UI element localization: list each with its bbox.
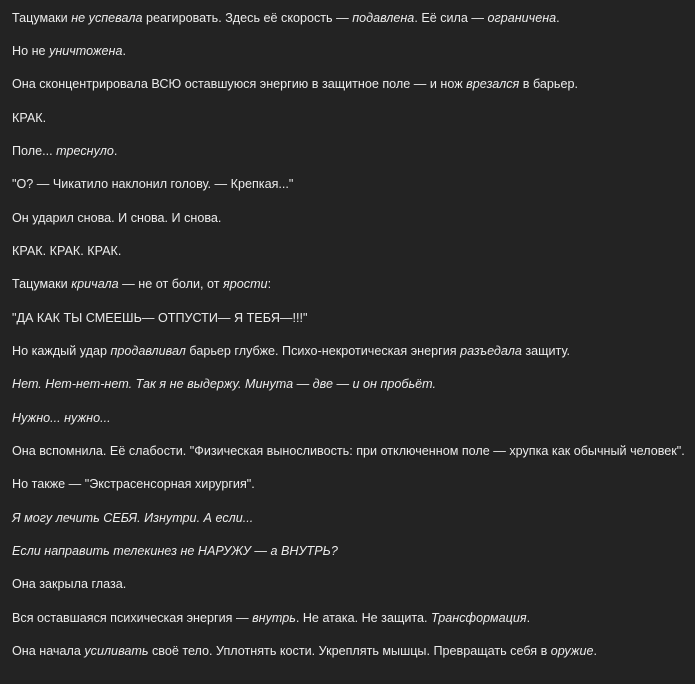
text-segment: Но также — "Экстрасенсорная хирургия". — [12, 477, 255, 491]
emphasis-segment: Нет. Нет-нет-нет. Так я не выдержу. Минута — две — и он пробьёт. — [12, 377, 436, 391]
text-segment: . — [122, 44, 126, 58]
paragraph — [12, 543, 338, 559]
text-segment: . — [113, 144, 118, 158]
text-segment: . — [556, 11, 560, 25]
emphasis-segment: ярости — [223, 277, 268, 291]
paragraph — [12, 176, 293, 192]
paragraph — [12, 643, 597, 659]
text-segment: . — [526, 611, 531, 625]
text-segment: Вся оставшаяся психическая энергия — — [12, 611, 253, 625]
text-segment: Он ударил снова. И снова. И снова. — [12, 211, 222, 225]
emphasis-segment: разъедала — [460, 344, 522, 358]
text-segment: КРАК. — [12, 111, 47, 125]
emphasis-segment: ограничена — [487, 11, 557, 25]
text-segment: в барьер. — [519, 77, 578, 91]
paragraph — [12, 510, 253, 526]
paragraph — [12, 43, 126, 59]
text-segment: Она вспомнила. Её слабости. "Физическая выносливость: при отключенном поле — хрупка как обычный человек". — [12, 444, 685, 458]
paragraph — [12, 276, 271, 292]
text-segment: . — [593, 644, 597, 658]
text-segment: защиту. — [521, 344, 570, 358]
emphasis-segment: Если направить телекинез не НАРУЖУ — а ВНУТРЬ? — [12, 544, 338, 558]
paragraph — [12, 576, 126, 592]
text-segment: Поле... — [12, 144, 57, 158]
emphasis-segment: продавливал — [110, 344, 186, 358]
text-segment: "ДА КАК ТЫ СМЕЕШЬ— ОТПУСТИ— Я ТЕБЯ—!!!" — [12, 311, 308, 325]
text-segment: Тацумаки — [12, 11, 72, 25]
text-segment: реагировать. Здесь её скорость — — [142, 11, 353, 25]
text-segment: Но не — [12, 44, 50, 58]
paragraph — [12, 10, 560, 26]
paragraph — [12, 443, 685, 459]
paragraph — [12, 76, 578, 92]
emphasis-segment: Трансформация — [431, 611, 527, 625]
emphasis-segment: внутрь — [252, 611, 296, 625]
text-segment: Она начала — [12, 644, 85, 658]
emphasis-segment: подавлена — [352, 11, 415, 25]
text-segment: Она закрыла глаза. — [12, 577, 127, 591]
emphasis-segment: врезался — [466, 77, 520, 91]
text-segment: — не от боли, от — [118, 277, 224, 291]
paragraph — [12, 610, 530, 626]
text-segment: : — [267, 277, 272, 291]
text-segment: Тацумаки — [12, 277, 72, 291]
emphasis-segment: кричала — [71, 277, 119, 291]
text-segment: . Не атака. Не защита. — [295, 611, 431, 625]
text-segment: своё тело. Уплотнять кости. Укреплять мышцы. Превращать себя в — [148, 644, 551, 658]
text-segment: КРАК. КРАК. КРАК. — [12, 244, 122, 258]
paragraph — [12, 410, 111, 426]
emphasis-segment: усиливать — [84, 644, 149, 658]
paragraph — [12, 143, 117, 159]
text-segment: Она сконцентрировала ВСЮ оставшуюся энергию в защитное поле — и нож — [12, 77, 467, 91]
paragraph — [12, 210, 221, 226]
paragraph — [12, 343, 570, 359]
emphasis-segment: оружие — [550, 644, 594, 658]
paragraph — [12, 476, 255, 492]
emphasis-segment: уничтожена — [49, 44, 123, 58]
emphasis-segment: треснуло — [56, 144, 114, 158]
text-segment: . Её сила — — [414, 11, 488, 25]
emphasis-segment: не успевала — [71, 11, 143, 25]
paragraph — [12, 110, 46, 126]
paragraph — [12, 310, 307, 326]
text-segment: "О? — Чикатило наклонил голову. — Крепкая..." — [12, 177, 294, 191]
text-segment: Но каждый удар — [12, 344, 111, 358]
emphasis-segment: Нужно... нужно... — [12, 411, 111, 425]
emphasis-segment: Я могу лечить СЕБЯ. Изнутри. А если... — [12, 511, 254, 525]
text-segment: барьер глубже. Психо-некротическая энергия — [185, 344, 461, 358]
paragraph — [12, 376, 436, 392]
paragraph — [12, 243, 121, 259]
